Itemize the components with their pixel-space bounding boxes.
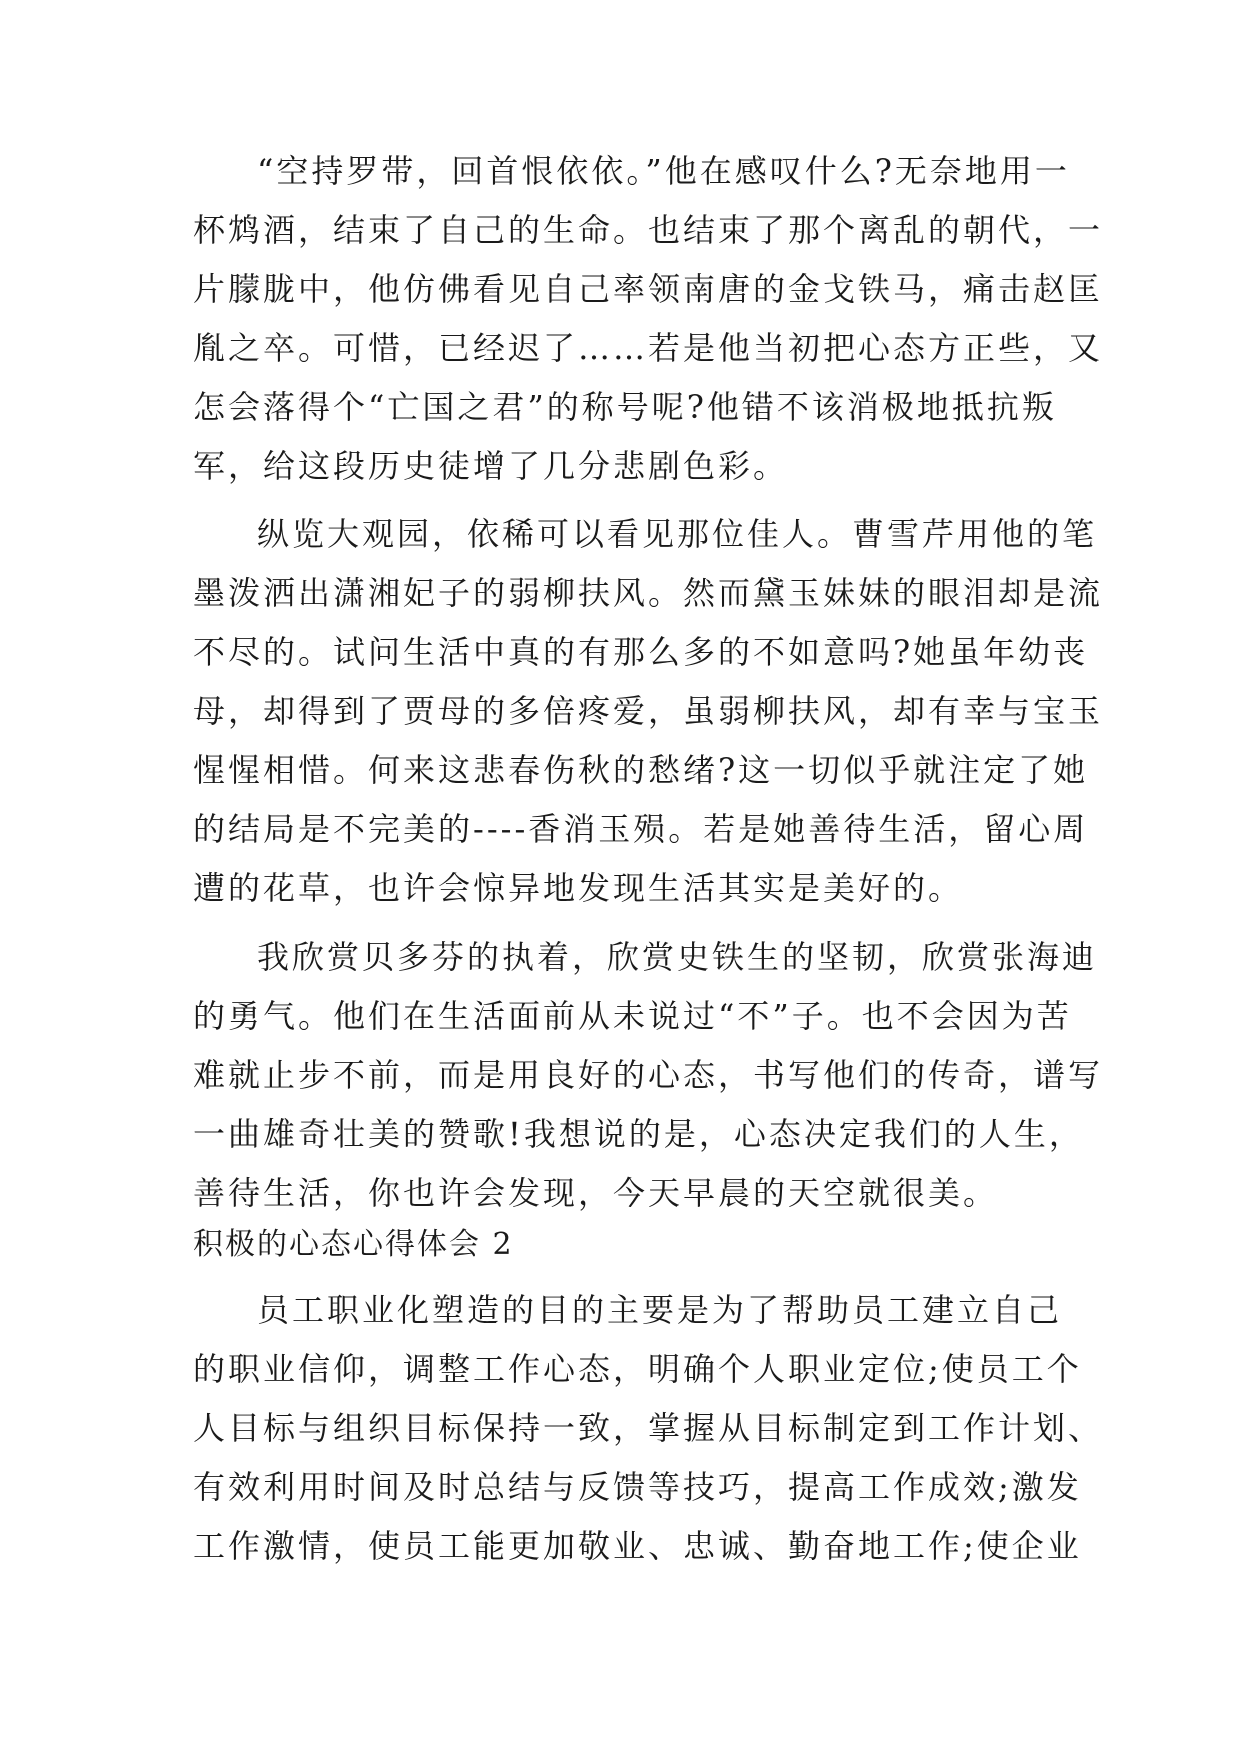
paragraph-4-line-1: 员工职业化塑造的目的主要是为了帮助员工建立自己: [257, 1291, 1063, 1329]
paragraph-2-line-2: 墨泼洒出潇湘妃子的弱柳扶风。然而黛玉妹妹的眼泪却是流: [193, 574, 1104, 612]
paragraph-2-line-7: 遭的花草，也许会惊异地发现生活其实是美好的。: [193, 869, 964, 907]
paragraph-3-line-5: 善待生活，你也许会发现，今天早晨的天空就很美。: [193, 1174, 999, 1212]
paragraph-1-line-6: 军，给这段历史徒增了几分悲剧色彩。: [193, 447, 789, 485]
paragraph-3-line-2: 的勇气。他们在生活面前从未说过“不”子。也不会因为苦: [193, 997, 1072, 1035]
paragraph-2-line-5: 惺惺相惜。何来这悲春伤秋的愁绪?这一切似乎就注定了她: [193, 751, 1089, 789]
paragraph-1-line-1: “空持罗带，回首恨依依。”他在感叹什么?无奈地用一: [257, 152, 1070, 190]
paragraph-2-line-3: 不尽的。试问生活中真的有那么多的不如意吗?她虽年幼丧: [193, 633, 1089, 671]
paragraph-1-line-5: 怎会落得个“亡国之君”的称号呢?他错不该消极地抵抗叛: [193, 388, 1057, 426]
paragraph-4-line-3: 人目标与组织目标保持一致，掌握从目标制定到工作计划、: [193, 1409, 1104, 1447]
paragraph-1-line-4: 胤之卒。可惜，已经迟了……若是他当初把心态方正些，又: [193, 329, 1104, 367]
paragraph-2-line-1: 纵览大观园，依稀可以看见那位佳人。曹雪芹用他的笔: [257, 515, 1098, 553]
paragraph-3-line-1: 我欣赏贝多芬的执着，欣赏史铁生的坚韧，欣赏张海迪: [257, 938, 1098, 976]
paragraph-3-line-4: 一曲雄奇壮美的赞歌!我想说的是，心态决定我们的人生，: [193, 1115, 1084, 1153]
paragraph-3-line-3: 难就止步不前，而是用良好的心态，书写他们的传奇，谱写: [193, 1056, 1104, 1094]
paragraph-4-line-5: 工作激情，使员工能更加敬业、忠诚、勤奋地工作;使企业: [193, 1527, 1082, 1565]
section-heading: 积极的心态心得体会 2: [193, 1227, 514, 1262]
paragraph-4-line-4: 有效利用时间及时总结与反馈等技巧，提高工作成效;激发: [193, 1468, 1082, 1506]
paragraph-1-line-3: 片朦胧中，他仿佛看见自己率领南唐的金戈铁马，痛击赵匡: [193, 270, 1104, 308]
paragraph-2-line-4: 母，却得到了贾母的多倍疼爱，虽弱柳扶风，却有幸与宝玉: [193, 692, 1104, 730]
paragraph-1-line-2: 杯鸩酒，结束了自己的生命。也结束了那个离乱的朝代，一: [193, 211, 1104, 249]
paragraph-2-line-6: 的结局是不完美的----香消玉殒。若是她善待生活，留心周: [193, 810, 1089, 848]
paragraph-4-line-2: 的职业信仰，调整工作心态，明确个人职业定位;使员工个: [193, 1350, 1082, 1388]
